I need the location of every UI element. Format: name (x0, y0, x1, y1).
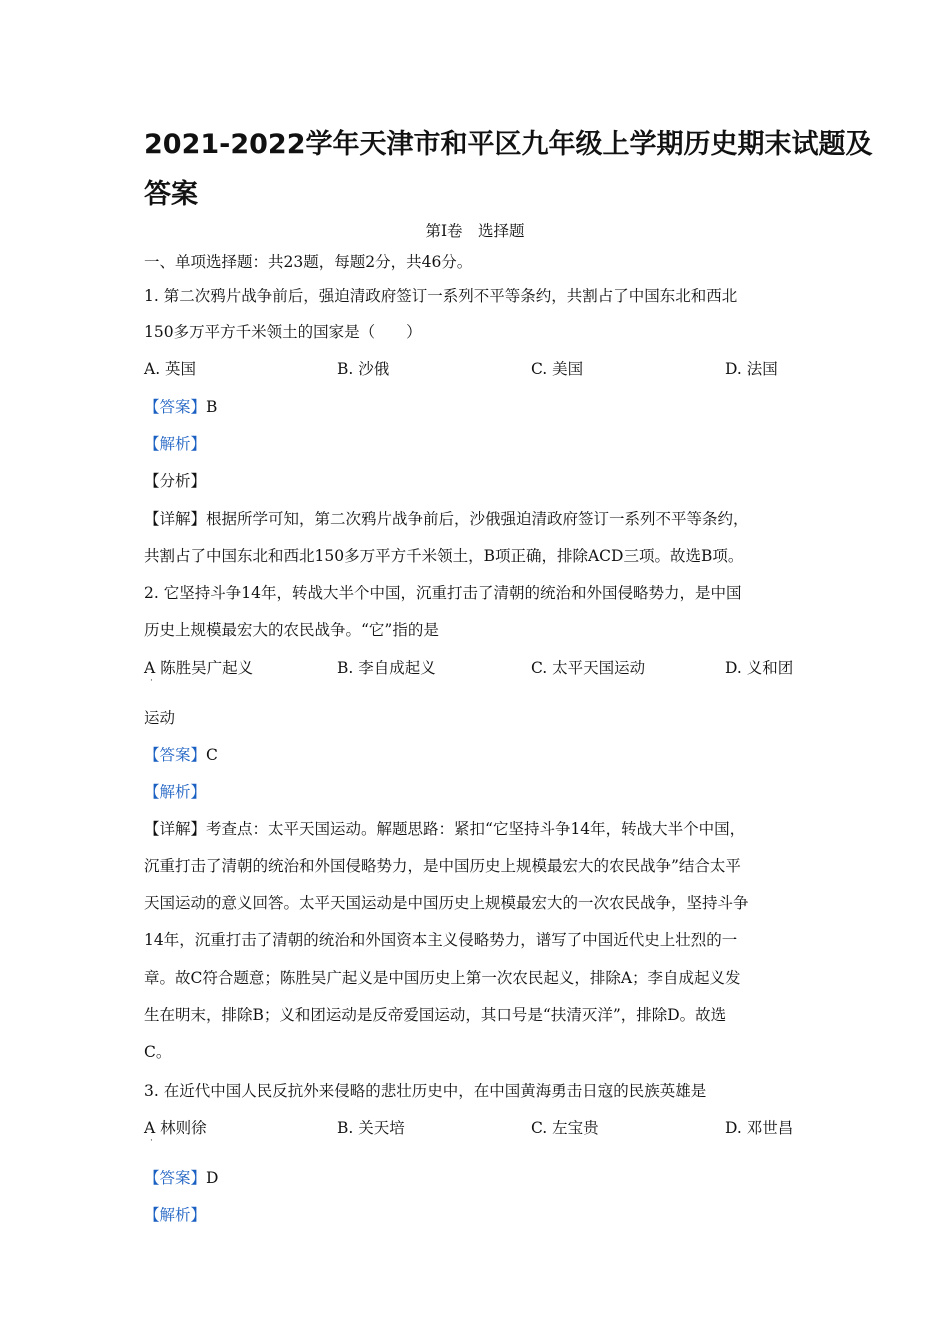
q2-detail-line3: 天国运动的意义回答。太平天国运动是中国历史上规模最宏大的一次农民战争，坚持斗争 (144, 894, 749, 912)
part-heading: 一、单项选择题：共23题，每题2分，共46分。 (144, 253, 473, 271)
q3-option-c: C. 左宝贵 (531, 1119, 599, 1137)
q2-answer (144, 743, 218, 765)
detail-label: 【详解】 (144, 510, 207, 528)
q2-detail-line4: 14年，沉重打击了清朝的统治和外国资本主义侵略势力，谱写了中国近代史上壮烈的一 (144, 931, 738, 949)
detail-text: 考查点：太平天国运动。解题思路：紧扣“它坚持斗争14年，转战大半个中国， (206, 820, 746, 838)
detail-label: 【详解】 (144, 820, 207, 838)
q3-answer (144, 1166, 218, 1188)
section-heading: 第Ⅰ卷 选择题 (425, 222, 525, 240)
doc-title-line1: 2021-2022学年天津市和平区九年级上学期历史期末试题及 (144, 129, 873, 160)
q1-option-c: C. 美国 (531, 360, 584, 378)
q1-option-b: B. 沙俄 (337, 360, 390, 378)
q3-option-a-dot: · (150, 1136, 153, 1146)
q2-stem-line1: 2. 它坚持斗争14年，转战大半个中国，沉重打击了清朝的统治和外国侵略势力，是中国 (144, 584, 742, 602)
detail-text: 根据所学可知，第二次鸦片战争前后，沙俄强迫清政府签订一系列不平等条约， (206, 510, 749, 528)
answer-value: B (206, 398, 218, 416)
q2-detail-line2: 沉重打击了清朝的统治和外国侵略势力，是中国历史上规模最宏大的农民战争”结合太平 (144, 857, 741, 875)
q2-detail-line5: 章。故C符合题意；陈胜吴广起义是中国历史上第一次农民起义，排除A；李自成起义发 (144, 969, 741, 987)
q2-detail-line1 (144, 817, 745, 839)
q1-answer (144, 395, 217, 417)
q2-option-a-dot: · (150, 676, 153, 686)
q2-stem-line2: 历史上规模最宏大的农民战争。“它”指的是 (144, 621, 439, 639)
q2-option-a: A 陈胜吴广起义 (144, 659, 254, 677)
q3-option-d: D. 邓世昌 (725, 1119, 794, 1137)
q1-option-d: D. 法国 (725, 360, 778, 378)
q3-stem-line1: 3. 在近代中国人民反抗外来侵略的悲壮历史中，在中国黄海勇击日寇的民族英雄是 (144, 1082, 707, 1100)
q3-option-a: A 林则徐 (144, 1119, 207, 1137)
doc-title-line2: 答案 (144, 179, 198, 210)
q1-detail-line1 (144, 507, 749, 529)
q2-option-d-continued: 运动 (144, 709, 176, 727)
answer-label: 【答案】 (144, 1169, 207, 1187)
answer-label: 【答案】 (144, 746, 207, 764)
q2-option-c: C. 太平天国运动 (531, 659, 646, 677)
q1-stem-line1: 1. 第二次鸦片战争前后，强迫清政府签订一系列不平等条约，共割占了中国东北和西北 (144, 287, 738, 305)
q2-analysis-label: 【解析】 (144, 783, 207, 801)
q3-option-b: B. 关天培 (337, 1119, 405, 1137)
answer-value: C (206, 746, 218, 764)
q3-analysis-label: 【解析】 (144, 1206, 207, 1224)
q2-detail-line6: 生在明末，排除B；义和团运动是反帝爱国运动，其口号是“扶清灭洋”，排除D。故选 (144, 1006, 727, 1024)
q1-fenxi-label: 【分析】 (144, 472, 207, 490)
q1-option-a: A. 英国 (144, 360, 197, 378)
q2-option-b: B. 李自成起义 (337, 659, 436, 677)
q2-detail-line7: C。 (144, 1043, 172, 1061)
q1-stem-line2: 150多万平方千米领土的国家是（ ） (144, 323, 422, 341)
q2-option-d: D. 义和团 (725, 659, 794, 677)
q1-analysis-label: 【解析】 (144, 435, 207, 453)
answer-value: D (206, 1169, 219, 1187)
q1-detail-line2: 共割占了中国东北和西北150多万平方千米领土，B项正确，排除ACD三项。故选B项。 (144, 547, 744, 565)
answer-label: 【答案】 (144, 398, 207, 416)
